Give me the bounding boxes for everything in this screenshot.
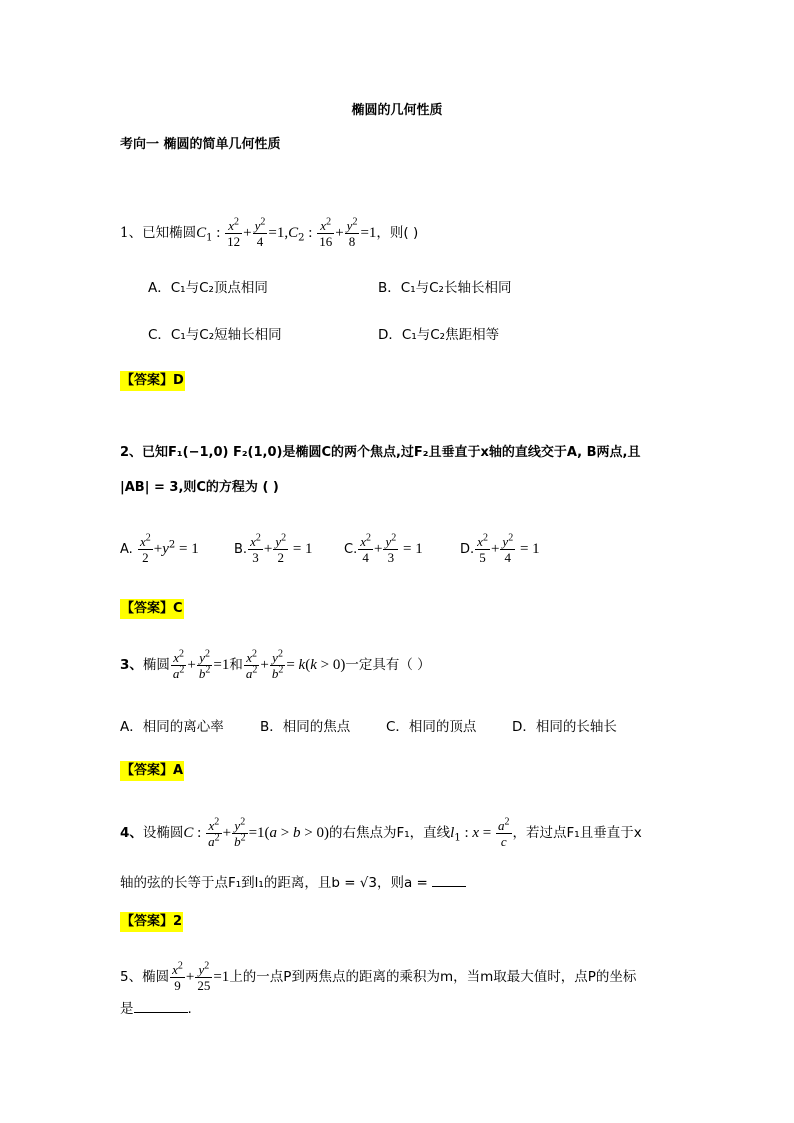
question-2-option-c: C. $\frac{x^2}{4}$ + $\frac{y^2}{3}$ = 1 [344, 532, 423, 565]
question-1-text: 已知椭圆 [142, 225, 197, 241]
question-1-answer: 【答案】D [120, 371, 185, 391]
question-4-answer-row [120, 911, 734, 932]
question-2-line-2: |AB| = 3,则C的方程为 ( ) [120, 480, 279, 495]
question-3-option-d: D．相同的长轴长 [512, 719, 617, 735]
page-title: 椭圆的几何性质 [351, 103, 443, 118]
question-4-equation-2: $l_1$ : x = $\frac{a^2}{c}$ [450, 816, 510, 849]
question-3-option-a: A．相同的离心率 [120, 719, 224, 735]
question-4-blank[interactable] [432, 872, 466, 887]
question-3 [120, 650, 734, 681]
question-1-option-a: A．C₁与C₂顶点相同 [148, 280, 268, 296]
question-2-option-a: A. $\frac{x^2}{2}$ $+y^2 = 1$ [120, 532, 199, 565]
question-4-text-2: 轴的弦的长等于点F₁到l₁的距离，且b = √3，则a = [120, 875, 433, 891]
question-5-text-2: 是 [120, 1001, 134, 1017]
question-3-text-a: 椭圆 [142, 657, 170, 673]
question-1-option-d: D．C₁与C₂焦距相等 [378, 327, 500, 343]
question-4-text-a: 设椭圆 [142, 825, 184, 841]
question-5-text-a: 椭圆 [142, 969, 170, 985]
question-4-equation-1: C : $\frac{x^2}{a^2}$ + $\frac{y^2}{b^2}$ =1(a > b > 0) [183, 816, 329, 849]
question-1-option-c: C．C₁与C₂短轴长相同 [148, 327, 282, 343]
question-5-line-1 [120, 962, 734, 993]
question-1-option-b: B．C₁与C₂长轴长相同 [378, 280, 512, 296]
question-4-number: 4、 [120, 825, 143, 841]
question-2-option-d: D. $\frac{x^2}{5}$ + $\frac{y^2}{4}$ = 1 [460, 532, 540, 565]
question-1-number: 1、 [120, 225, 143, 241]
question-4-line-2 [120, 872, 734, 893]
question-5-blank[interactable] [134, 998, 188, 1013]
question-3-answer: 【答案】A [120, 761, 184, 781]
question-2-option-b: B. $\frac{x^2}{3}$ + $\frac{y^2}{2}$ = 1 [234, 532, 313, 565]
question-2-number: 2、 [120, 445, 143, 460]
question-3-equation-2: $\frac{x^2}{a^2}$ + $\frac{y^2}{b^2}$ = k(k > 0) [245, 648, 346, 681]
question-2-answer: 【答案】C [120, 599, 184, 619]
section-heading: 考向一 椭圆的简单几何性质 [120, 137, 281, 152]
question-4-line-1 [120, 818, 734, 849]
question-5-text-b: 上的一点P到两焦点的距离的乘积为m，当m取最大值时，点P的坐标 [229, 969, 637, 985]
question-5-equation: $\frac{x^2}{9}$ + $\frac{y^2}{25}$ =1 [172, 960, 230, 993]
question-4-answer: 【答案】2 [120, 912, 183, 932]
question-3-equation-1: $\frac{x^2}{a^2}$ + $\frac{y^2}{b^2}$ =1 [172, 648, 230, 681]
question-1-tail: ，则( ) [376, 225, 419, 241]
question-2-answer-row [120, 598, 734, 619]
question-5-number: 5、 [120, 969, 143, 985]
question-5-line-2: 是 . [120, 998, 734, 1019]
question-3-option-c: C．相同的顶点 [386, 719, 477, 735]
question-4-text-c: ，若过点F₁且垂直于x [512, 825, 642, 841]
question-3-answer-row [120, 760, 734, 781]
question-1 [120, 218, 734, 249]
question-3-text-c: 一定具有（ ） [345, 657, 431, 673]
question-2-line-1 [120, 443, 734, 463]
question-3-option-b: B．相同的焦点 [260, 719, 351, 735]
question-3-text-b: 和 [229, 657, 243, 673]
question-1-answer-row [120, 370, 734, 391]
question-2-text-1: 已知F₁(−1,0) F₂(1,0)是椭圆C的两个焦点,过F₂且垂直于x轴的直线交于A, B两点,且 [142, 445, 641, 460]
question-1-equation: $C_1$ : $\frac{x^2}{12}$ + $\frac{y^2}{4}$ $=1,C_2$ : $\frac{x^2}{16}$ + $\frac{y^2}{8}$ =1 [196, 216, 377, 249]
question-4-text-b: 的右焦点为F₁，直线 [328, 825, 451, 841]
question-3-number: 3、 [120, 657, 143, 673]
